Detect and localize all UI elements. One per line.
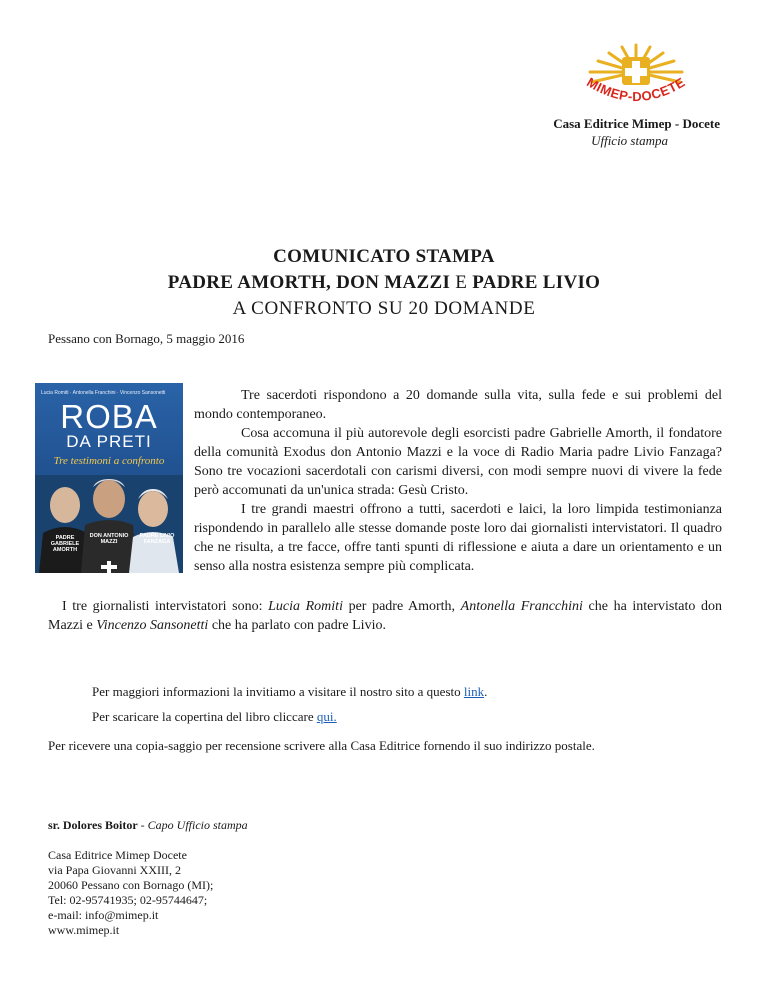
cover-subtitle: Tre testimoni a confronto xyxy=(53,455,165,467)
intro-paragraphs xyxy=(194,386,722,576)
address-line-3: 20060 Pessano con Bornago (MI); xyxy=(48,878,214,892)
dateline: Pessano con Bornago, 5 maggio 2016 xyxy=(48,331,245,346)
cover-authors: Lucia Romiti · Antonella Franchini · Vincenzo Sansonetti xyxy=(41,390,166,396)
address-phone: Tel: 02-95741935; 02-95744647; xyxy=(48,893,208,907)
cover-caption-amorth: PADRE GABRIELE AMORTH xyxy=(50,535,80,553)
title-mazzi: , DON MAZZI xyxy=(326,272,456,293)
journalist-romiti: Lucia Romiti xyxy=(268,599,343,614)
title-livio: PADRE LIVIO xyxy=(467,272,601,293)
mimep-docete-logo xyxy=(572,42,700,114)
cover-download-line xyxy=(92,704,487,729)
publisher-info xyxy=(553,115,720,149)
signature-separator: - xyxy=(137,818,148,832)
paragraph-1: Tre sacerdoti rispondono a 20 domande sulla vita, sulla fede e sui problemi del mondo contemporaneo. xyxy=(194,388,722,422)
press-release-title xyxy=(0,244,768,322)
address-line-1: Casa Editrice Mimep Docete xyxy=(48,848,187,862)
paragraph-2: Cosa accomuna il più autorevole degli esorcisti padre Gabrielle Amorth, il fondatore della comunità Exodus don Antonio Mazzi e la voce di Radio Maria padre Livio Fanzaga? Sono tre vocazioni sacerdotali con carismi diversi, con modi sempre nuovi di vivere la fede però accomunati da un'unica strada: Gesù Cristo. xyxy=(194,426,722,498)
publisher-office: Ufficio stampa xyxy=(591,133,668,148)
cover-title-2: DA PRETI xyxy=(66,432,152,451)
info-text: Per maggiori informazioni la invitiamo a visitare il nostro sito a questo xyxy=(92,684,464,699)
journalists-text-b: per padre Amorth, xyxy=(342,599,461,614)
journalists-text-d: che ha parlato con padre Livio. xyxy=(208,618,386,633)
title-line-3: A CONFRONTO SU 20 DOMANDE xyxy=(232,298,536,319)
paragraph-journalists xyxy=(48,597,722,635)
cover-title: ROBA xyxy=(60,398,158,435)
cover-download-link[interactable]: qui. xyxy=(316,709,337,724)
publisher-name: Casa Editrice Mimep - Docete xyxy=(553,116,720,131)
journalists-text-c: che ha intervistato don Mazzi e xyxy=(48,599,722,633)
review-copy-notice: Per ricevere una copia-saggio per recensione scrivere alla Casa Editrice fornendo il suo indirizzo postale. xyxy=(48,738,595,753)
svg-text:MIMEP-DOCETE: MIMEP-DOCETE xyxy=(584,74,688,105)
cover-caption-mazzi: DON ANTONIO MAZZI xyxy=(89,533,129,545)
info-end: . xyxy=(484,684,488,699)
signature-name: sr. Dolores Boitor xyxy=(48,818,138,832)
journalist-francchini: Antonella Francchini xyxy=(460,599,583,614)
info-links xyxy=(92,679,487,729)
book-cover[interactable] xyxy=(35,383,183,573)
cover-caption-livio: PADRE LIVIO FANZAGA xyxy=(139,533,175,545)
title-amorth: PADRE AMORTH xyxy=(167,272,327,293)
info-line xyxy=(92,679,487,704)
publisher-address xyxy=(48,848,213,938)
signature-role: Capo Ufficio stampa xyxy=(147,818,248,832)
paragraph-3: I tre grandi maestri offrono a tutti, sacerdoti e laici, la loro limpida testimonianza rispondendo in parallelo alle stesse domande poste loro dai giornalisti intervistatori. Il quadro che ne risulta, a tre facce, offre tanti spunti di riflessione e aiuta a dare un orientamento e un senso alla nostra esistenza sempre più complicata. xyxy=(194,502,722,574)
cover-download-text: Per scaricare la copertina del libro cliccare xyxy=(92,709,317,724)
website-link[interactable]: link xyxy=(463,684,485,699)
journalist-sansonetti: Vincenzo Sansonetti xyxy=(96,618,209,633)
title-conj: E xyxy=(455,272,468,293)
title-line-2 xyxy=(0,270,768,296)
journalists-text-a: I tre giornalisti intervistatori sono: xyxy=(62,599,269,614)
signature xyxy=(48,818,248,833)
cover-photo xyxy=(35,475,183,573)
address-website[interactable]: www.mimep.it xyxy=(48,923,120,937)
address-line-2: via Papa Giovanni XXIII, 2 xyxy=(48,863,181,877)
title-line-1: COMUNICATO STAMPA xyxy=(273,246,495,267)
address-email[interactable]: e-mail: info@mimep.it xyxy=(48,908,159,922)
